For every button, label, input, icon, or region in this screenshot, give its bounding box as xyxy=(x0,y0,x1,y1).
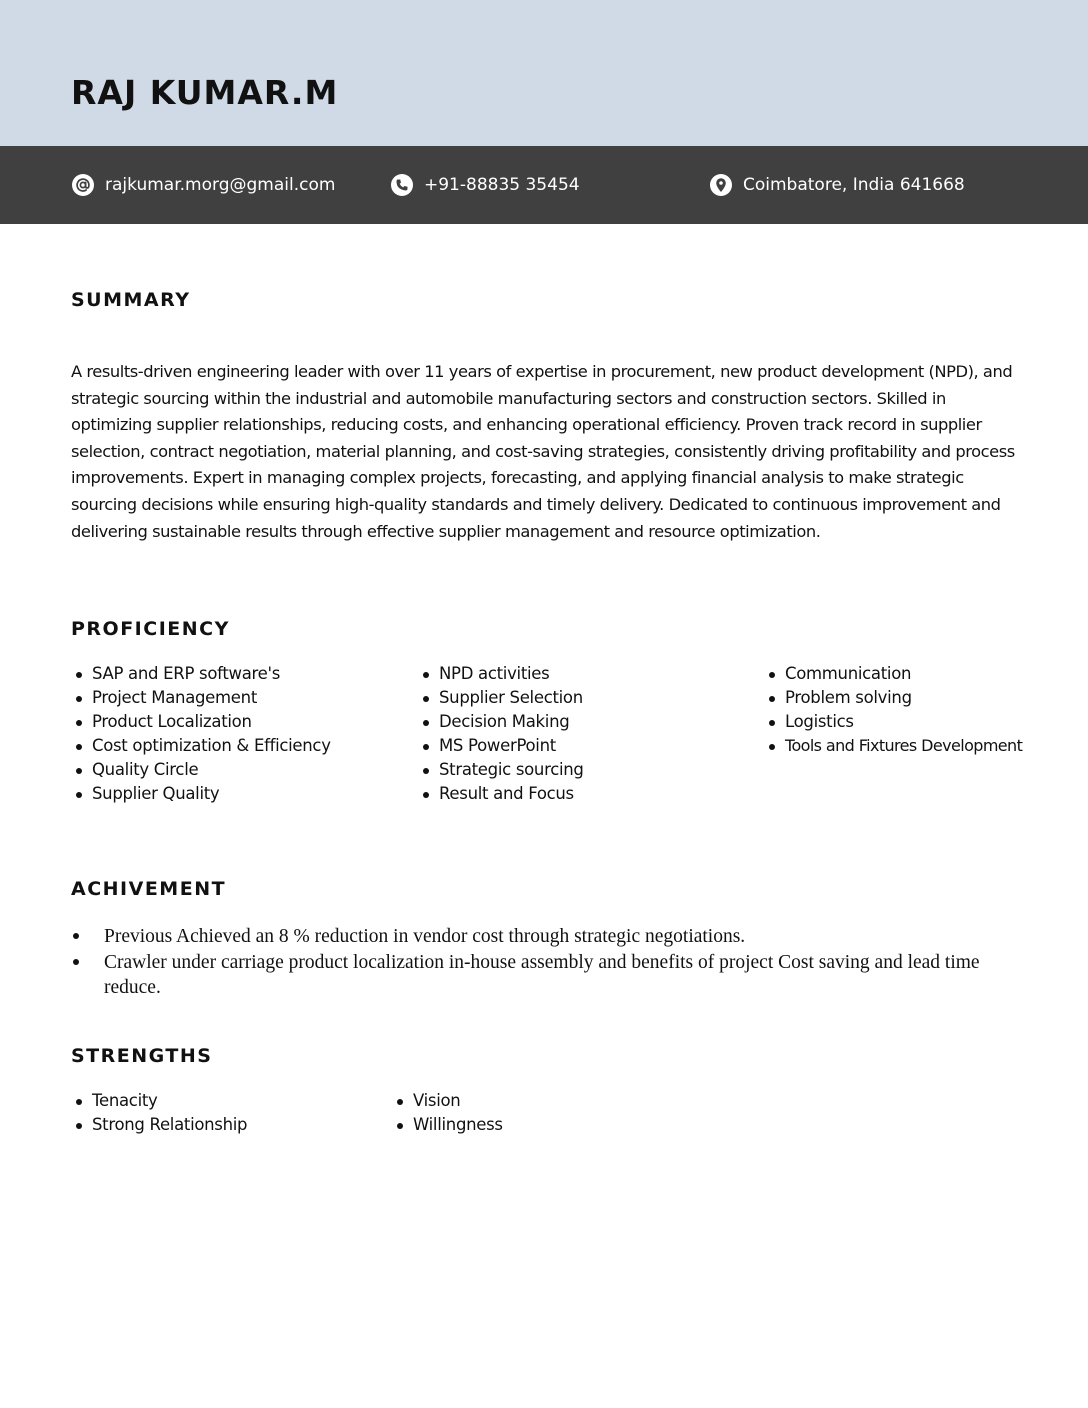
bullet-icon xyxy=(76,696,82,702)
list-item: Communication xyxy=(764,662,1022,686)
bullet-icon xyxy=(423,672,429,678)
list-item: Strong Relationship xyxy=(71,1113,247,1137)
bullet-icon xyxy=(76,744,82,750)
bullet-icon xyxy=(73,933,79,939)
map-pin-icon xyxy=(710,174,732,196)
bullet-icon xyxy=(769,720,775,726)
list-item: Vision xyxy=(392,1089,503,1113)
contact-email[interactable] xyxy=(72,146,335,224)
contact-bar xyxy=(0,146,1088,224)
list-item: MS PowerPoint xyxy=(418,734,584,758)
bullet-icon xyxy=(423,720,429,726)
list-item: Project Management xyxy=(71,686,331,710)
list-item: Tenacity xyxy=(71,1089,247,1113)
list-item: Product Localization xyxy=(71,710,331,734)
list-item: Willingness xyxy=(392,1113,503,1137)
list-item: Tools and Fixtures Development xyxy=(764,734,1022,758)
bullet-icon xyxy=(76,792,82,798)
strengths-heading: STRENGTHS xyxy=(71,1045,213,1067)
phone-icon xyxy=(391,174,413,196)
list-item: Supplier Quality xyxy=(71,782,331,806)
contact-location-text: Coimbatore, India 641668 xyxy=(743,175,965,195)
summary-heading: SUMMARY xyxy=(71,289,191,311)
bullet-icon xyxy=(73,959,79,965)
proficiency-heading: PROFICIENCY xyxy=(71,618,230,640)
list-item: Decision Making xyxy=(418,710,584,734)
contact-phone[interactable] xyxy=(391,146,580,224)
list-item: Previous Achieved an 8 % reduction in vendor cost through strategic negotiations. xyxy=(71,924,1001,949)
list-item: Crawler under carriage product localization in-house assembly and benefits of project Cost saving and lead time reduce. xyxy=(71,950,1001,1000)
proficiency-column-2 xyxy=(418,662,584,806)
achievement-heading: ACHIVEMENT xyxy=(71,878,227,900)
bullet-icon xyxy=(769,696,775,702)
summary-text: A results-driven engineering leader with over 11 years of expertise in procurement, new product development (NPD), and strategic sourcing within the industrial and automobile manufacturing sectors and construction sectors. Skilled in optimizing supplier relationships, reducing costs, and enhancing operational efficiency. Proven track record in supplier selection, contract negotiation, material planning, and cost-saving strategies, consistently driving profitability and process improvements. Expert in managing complex projects, forecasting, and applying financial analysis to make strategic sourcing decisions while ensuring high-quality standards and timely delivery. Dedicated to continuous improvement and delivering sustainable results through effective supplier management and resource optimization. xyxy=(71,362,1015,541)
bullet-icon xyxy=(423,792,429,798)
contact-location xyxy=(710,146,965,224)
contact-email-text: rajkumar.morg@gmail.com xyxy=(105,175,336,195)
bullet-icon xyxy=(76,720,82,726)
bullet-icon xyxy=(76,672,82,678)
bullet-icon xyxy=(423,744,429,750)
list-item: Strategic sourcing xyxy=(418,758,584,782)
list-item: Supplier Selection xyxy=(418,686,584,710)
list-item: Cost optimization & Efficiency xyxy=(71,734,331,758)
bullet-icon xyxy=(76,1123,82,1129)
candidate-name: RAJ KUMAR.M xyxy=(71,73,339,112)
list-item: NPD activities xyxy=(418,662,584,686)
bullet-icon xyxy=(76,768,82,774)
strengths-column-1 xyxy=(71,1089,247,1137)
bullet-icon xyxy=(397,1099,403,1105)
list-item: Result and Focus xyxy=(418,782,584,806)
bullet-icon xyxy=(76,1099,82,1105)
bullet-icon xyxy=(423,768,429,774)
bullet-icon xyxy=(769,672,775,678)
proficiency-column-1 xyxy=(71,662,331,806)
strengths-column-2 xyxy=(392,1089,503,1137)
list-item: SAP and ERP software's xyxy=(71,662,331,686)
proficiency-column-3 xyxy=(764,662,1022,758)
bullet-icon xyxy=(769,744,775,750)
header-band xyxy=(0,0,1088,146)
bullet-icon xyxy=(397,1123,403,1129)
list-item: Quality Circle xyxy=(71,758,331,782)
list-item: Problem solving xyxy=(764,686,1022,710)
bullet-icon xyxy=(423,696,429,702)
at-sign-icon xyxy=(72,174,94,196)
contact-phone-text: +91-88835 35454 xyxy=(424,175,580,195)
list-item: Logistics xyxy=(764,710,1022,734)
achievement-list xyxy=(71,924,1001,1001)
